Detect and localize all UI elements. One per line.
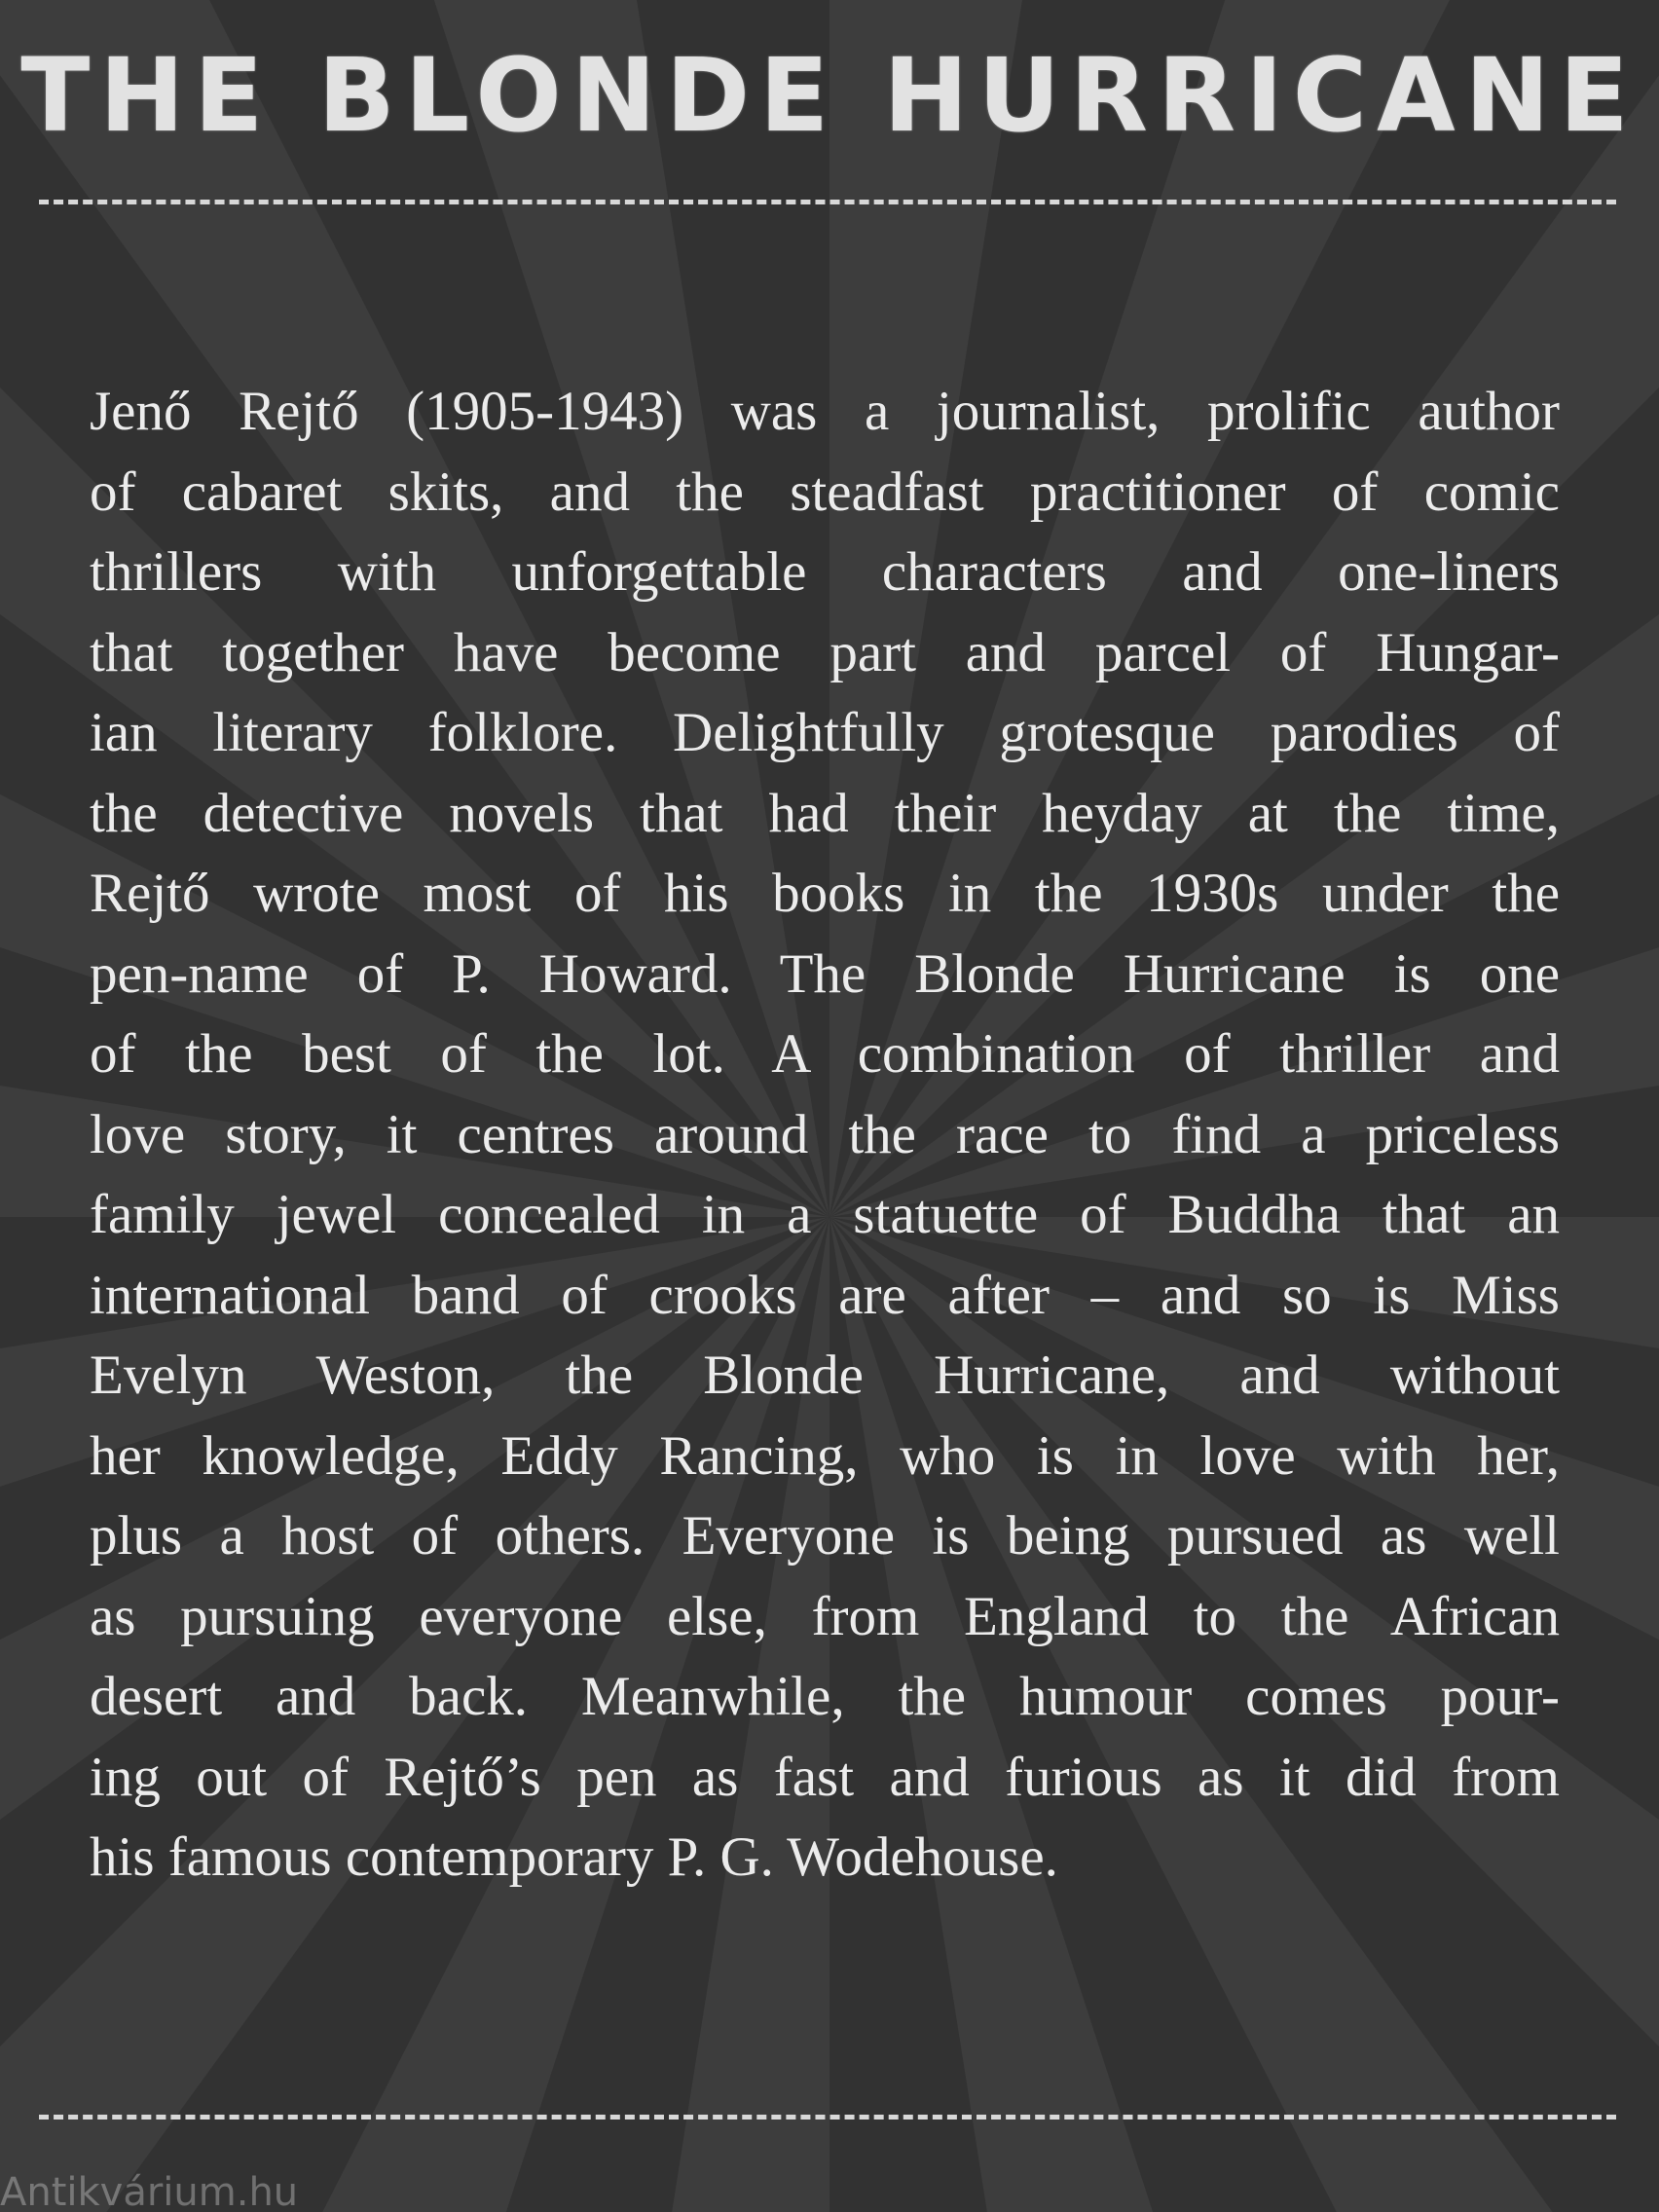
book-title: THE BLONDE HURRICANE	[20, 36, 1639, 155]
description-line: plus a host of others. Everyone is being pursued as well	[90, 1505, 1560, 1567]
description-line: international band of crooks are after – and so is Miss	[90, 1264, 1560, 1326]
description-line: as pursuing everyone else, from England to the African	[90, 1585, 1560, 1647]
bottom-dashed-divider	[39, 2115, 1616, 2120]
description-line: desert and back. Meanwhile, the humour comes pour-	[90, 1666, 1560, 1727]
description-line: her knowledge, Eddy Rancing, who is in love with her,	[90, 1424, 1560, 1487]
description-line: Jenő Rejtő (1905-1943) was a journalist, prolific author	[90, 381, 1560, 442]
description-line: of the best of the lot. A combination of thriller and	[90, 1023, 1560, 1085]
description-line: Evelyn Weston, the Blonde Hurricane, and without	[90, 1345, 1560, 1406]
watermark-text: Antikvárium.hu	[0, 2170, 299, 2212]
description-text	[90, 372, 1560, 1899]
description-line: of cabaret skits, and the steadfast practitioner of comic	[90, 461, 1560, 523]
description-line: his famous contemporary P. G. Wodehouse.	[90, 1826, 1058, 1888]
description-line: ian literary folklore. Delightfully grotesque parodies of	[90, 702, 1560, 763]
description-line: pen-name of P. Howard. The Blonde Hurricane is one	[90, 942, 1560, 1005]
description-line: thrillers with unforgettable characters and one-liners	[90, 541, 1560, 603]
description-line: Rejtő wrote most of his books in the 1930s under the	[90, 863, 1560, 924]
description-line: love story, it centres around the race to find a priceless	[90, 1103, 1560, 1165]
description-line: that together have become part and parcel of Hungar-	[90, 621, 1560, 683]
description-line: ing out of Rejtő’s pen as fast and furious as it did from	[90, 1746, 1560, 1808]
description-line: family jewel concealed in a statuette of Buddha that an	[90, 1184, 1560, 1245]
description-line: the detective novels that had their heyday at the time,	[90, 782, 1560, 844]
top-dashed-divider	[39, 200, 1616, 204]
